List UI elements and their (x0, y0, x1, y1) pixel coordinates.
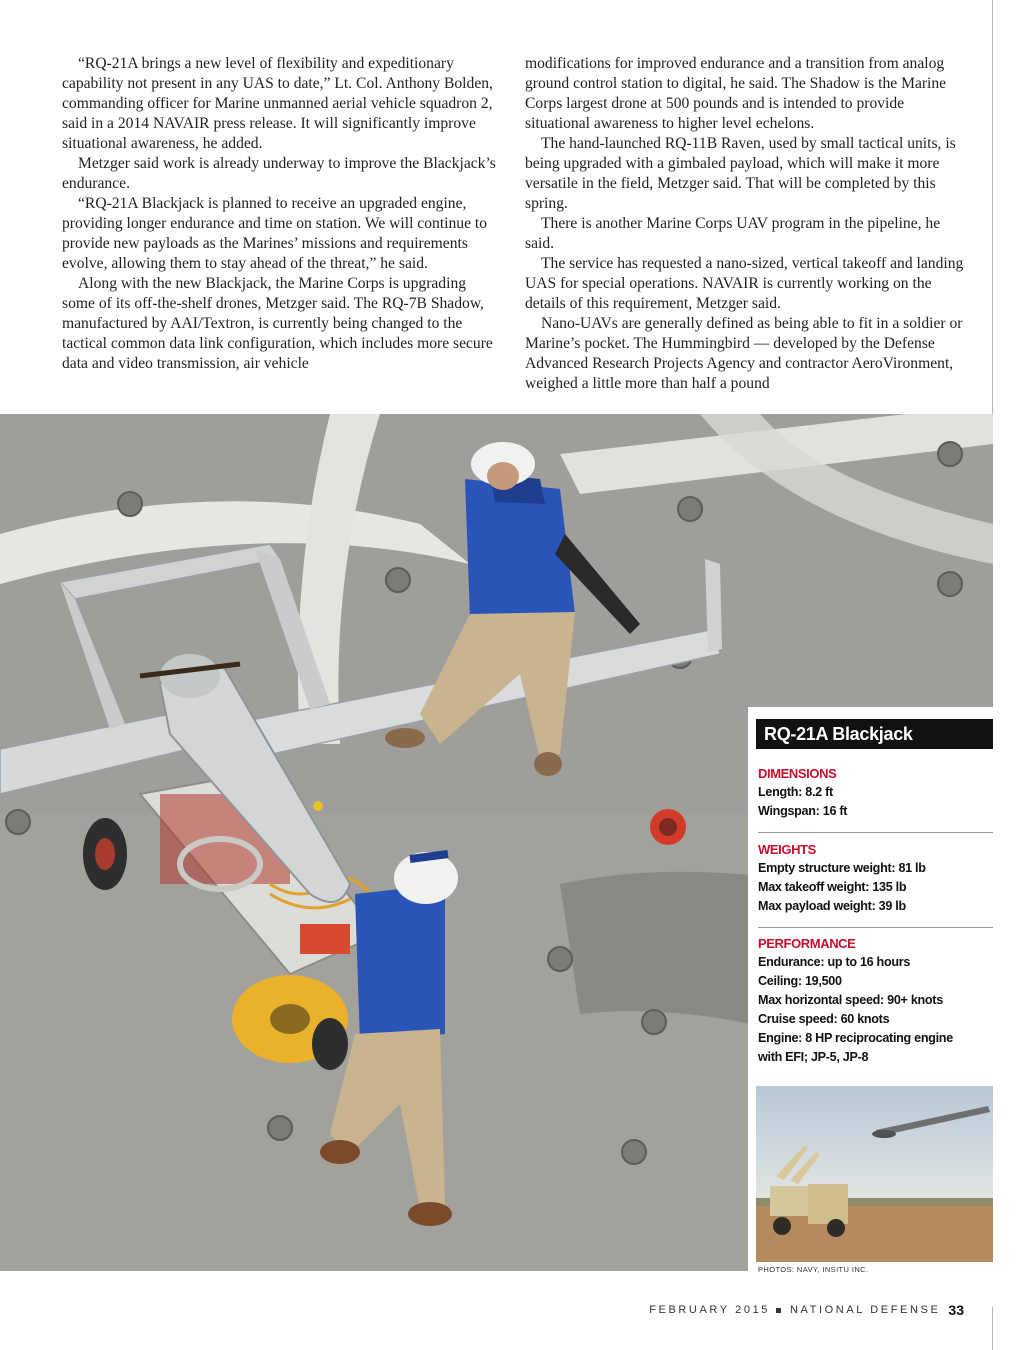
paragraph: There is another Marine Corps UAV program in the pipeline, he said. (525, 215, 941, 252)
bullet-separator-icon (776, 1308, 781, 1313)
paragraph: Along with the new Blackjack, the Marine Corps is upgrading some of its off-the-shelf drones, Metzger said. The RQ-7B Shadow, manufactured by AAI/Textron, is currently being changed to the tactical common data link configuration, which includes more secure data and video transmission, air vehicle (62, 275, 493, 372)
section-heading: DIMENSIONS (758, 766, 837, 781)
spec-line: Max horizontal speed: 90+ knots (758, 993, 943, 1007)
paragraph: The hand-launched RQ-11B Raven, used by small tactical units, is being upgraded with a gimbaled payload, which will make it more versatile in the field, Metzger said. That will be completed by this spring. (525, 135, 956, 212)
spec-line: Endurance: up to 16 hours (758, 955, 911, 969)
spec-line: Max payload weight: 39 lb (758, 899, 906, 913)
page-footer (649, 1302, 964, 1318)
paragraph: The service has requested a nano-sized, vertical takeoff and landing UAS for special operations. NAVAIR is currently working on the details of this requirement, Metzger said. (525, 255, 964, 312)
photo-credit: PHOTOS: NAVY, INSITU INC. (758, 1265, 869, 1274)
section-heading: WEIGHTS (758, 842, 816, 857)
sidebar-title: RQ-21A Blackjack (756, 719, 993, 749)
footer-date: FEBRUARY 2015 (649, 1304, 771, 1316)
footer-publication: NATIONAL DEFENSE (790, 1304, 941, 1316)
launch-photo (756, 1086, 993, 1262)
paragraph: Metzger said work is already underway to improve the Blackjack’s endurance. (62, 155, 496, 192)
paragraph: “RQ-21A brings a new level of flexibility and expeditionary capability not present in any UAS to date,” Lt. Col. Anthony Bolden, commanding officer for Marine unmanned aerial vehicle squadron 2, said in a 2014 NAVAIR press release. It will significantly improve situational awareness, he added. (62, 55, 493, 152)
article-column-right (525, 54, 965, 394)
section-divider (758, 927, 993, 928)
spec-line: Engine: 8 HP reciprocating engine (758, 1031, 953, 1045)
spec-line: Max takeoff weight: 135 lb (758, 880, 907, 894)
performance-section (758, 935, 993, 1067)
section-heading: PERFORMANCE (758, 936, 856, 951)
paragraph: Nano-UAVs are generally defined as being able to fit in a soldier or Marine’s pocket. The Hummingbird — developed by the Defense Advanced Research Projects Agency and contractor AeroVironment, weighed a little more than half a pound (525, 315, 963, 392)
weights-section (758, 841, 993, 916)
article-column-left (62, 54, 502, 374)
dimensions-section (758, 765, 993, 821)
specs-sidebar (748, 707, 993, 1307)
spec-line: Empty structure weight: 81 lb (758, 861, 926, 875)
spec-line: Ceiling: 19,500 (758, 974, 842, 988)
spec-line: with EFI; JP-5, JP-8 (758, 1050, 869, 1064)
spec-line: Cruise speed: 60 knots (758, 1012, 890, 1026)
spec-line: Length: 8.2 ft (758, 785, 833, 799)
section-divider (758, 832, 993, 833)
paragraph: “RQ-21A Blackjack is planned to receive an upgraded engine, providing longer endurance and time on station. We will continue to provide new payloads as the Marines’ missions and requirements evolve, allowing them to stay ahead of the threat,” he said. (62, 195, 488, 272)
paragraph: modifications for improved endurance and a transition from analog ground control station to digital, he said. The Shadow is the Marine Corps largest drone at 500 pounds and is intended to provide situational awareness to higher level echelons. (525, 55, 947, 132)
page-number: 33 (948, 1302, 964, 1318)
spec-line: Wingspan: 16 ft (758, 804, 848, 818)
